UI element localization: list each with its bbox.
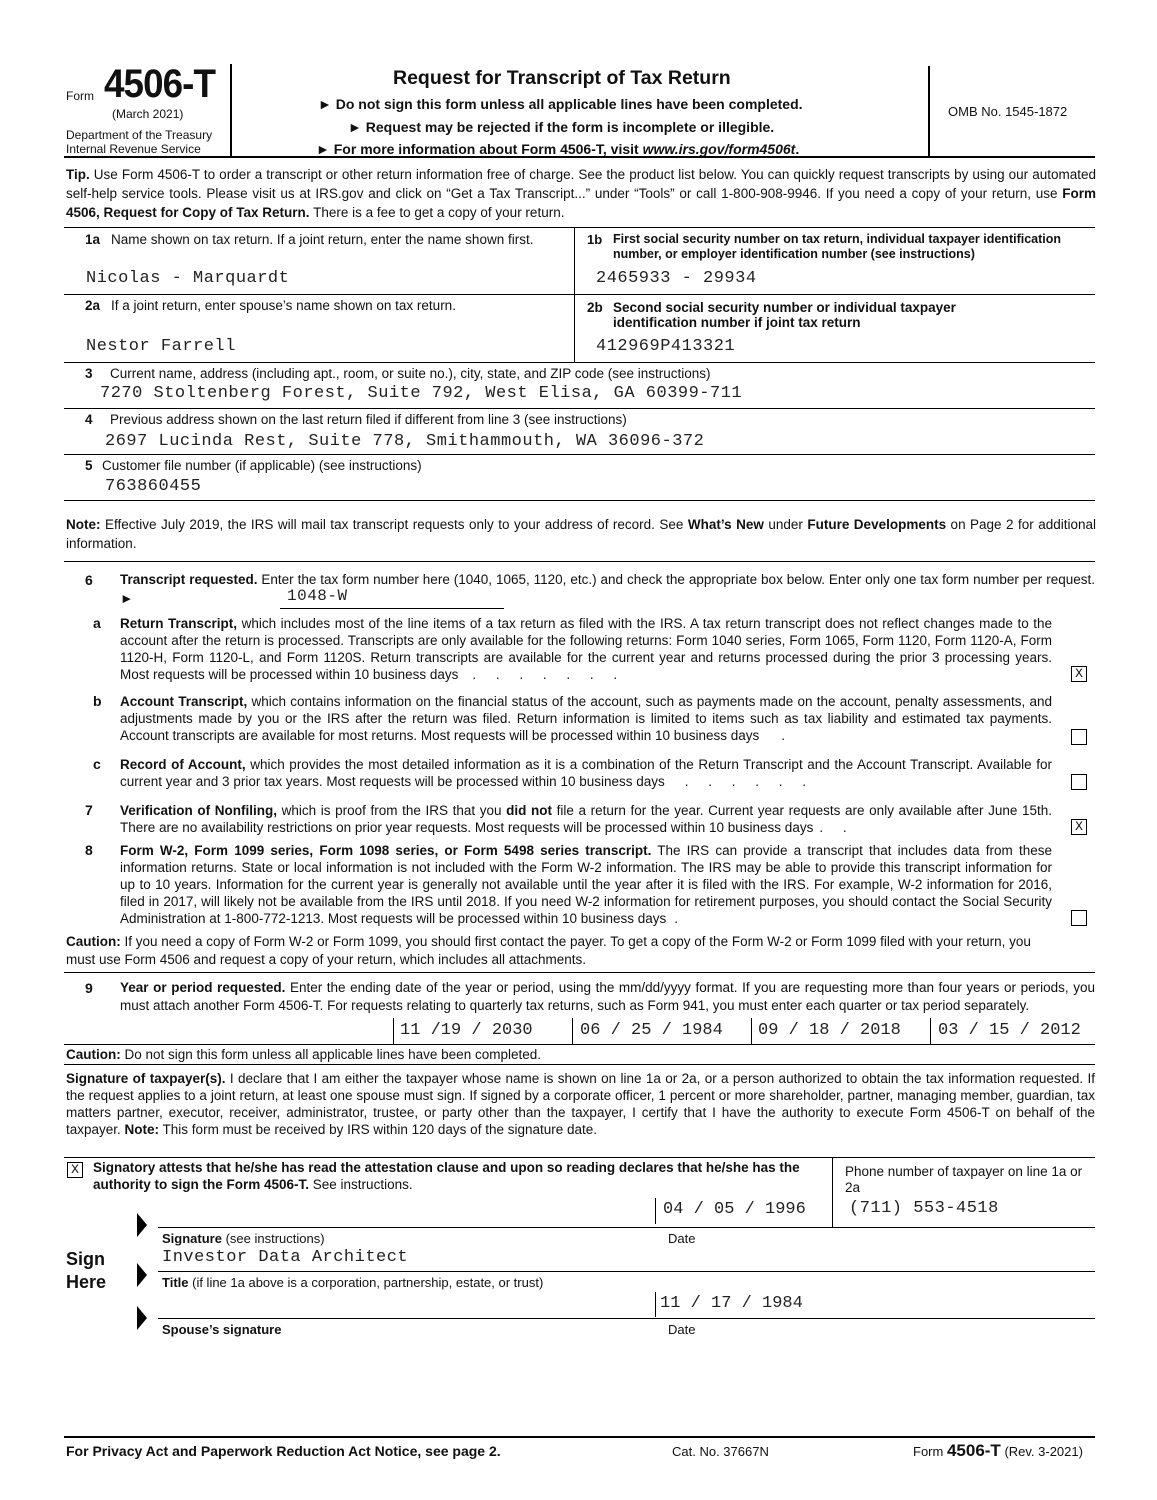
sign-arrow-1 bbox=[137, 1213, 147, 1237]
line-4-address-field[interactable]: 2697 Lucinda Rest, Suite 778, Smithammouth, WA 36096-372 bbox=[105, 432, 705, 451]
phone-label: Phone number of taxpayer on line 1a or 2a bbox=[845, 1164, 1083, 1195]
line-3-label: Current name, address (including apt., room, or suite no.), city, state, and ZIP code (see instructions) bbox=[110, 366, 711, 381]
line-2a-spouse-name-field[interactable]: Nestor Farrell bbox=[86, 337, 236, 356]
signature-date-label: Date bbox=[668, 1231, 696, 1246]
line-9-period-2-field[interactable]: 06 / 25 / 1984 bbox=[580, 1021, 723, 1040]
line-1a-name-field[interactable]: Nicolas - Marquardt bbox=[86, 269, 290, 288]
line-7-text: Verification of Nonfiling, which is proof from the IRS that you did not file a return for the year. Current year requests are only available after June 15th. There are no availability restrictions on prior year requests. Most requests will be processed within 10 business days . . bbox=[120, 803, 1053, 835]
signature-label: Signature (see instructions) bbox=[162, 1231, 325, 1246]
phone-number-field[interactable]: (711) 553-4518 bbox=[849, 1199, 999, 1218]
attestation-text: Signatory attests that he/she has read the attestation clause and upon so reading declares that he/she has the authority to sign the Form 4506-T. See instructions. bbox=[93, 1160, 800, 1192]
title-field[interactable]: Investor Data Architect bbox=[162, 1248, 409, 1267]
line-6c-record-of-account-checkbox[interactable] bbox=[1071, 774, 1087, 790]
line-1b-ssn-field[interactable]: 2465933 - 29934 bbox=[596, 269, 757, 288]
title-label: Title (if line 1a above is a corporation, partnership, estate, or trust) bbox=[162, 1275, 544, 1290]
line-1a-label: Name shown on tax return. If a joint return, enter the name shown first. bbox=[111, 232, 534, 247]
line-5-file-number-field[interactable]: 763860455 bbox=[105, 477, 202, 496]
signature-date-field[interactable]: 04 / 05 / 1996 bbox=[663, 1200, 806, 1219]
spouse-date-label: Date bbox=[668, 1322, 696, 1337]
omb-number: OMB No. 1545-1872 bbox=[948, 104, 1068, 119]
line-5-label: Customer file number (if applicable) (see instructions) bbox=[102, 458, 422, 473]
line-6b-text: Account Transcript, which contains information on the financial status of the account, such as payments made on the account, penalty assessments, and adjustments made by you or the IRS after the return was filed. Return information is limited to items such as tax liability and estimated tax payments. Account transcripts are available for most returns. Most requests will be processed within 10 business days . bbox=[120, 694, 1052, 743]
line-6c-text: Record of Account, which provides the most detailed information as it is a combination of the Return Transcript and the Account Transcript. Available for current year and 3 prior tax years. Most requests will be processed within 10 business days . . . . . . bbox=[120, 757, 1052, 789]
agency-name: Internal Revenue Service bbox=[66, 142, 201, 156]
header-instruction-3: ► For more information about Form 4506-T, visit www.irs.gov/form4506t. bbox=[316, 141, 800, 157]
header-instruction-1: ► Do not sign this form unless all applicable lines have been completed. bbox=[318, 96, 803, 112]
dept-name: Department of the Treasury bbox=[66, 128, 213, 142]
line-4-label: Previous address shown on the last return filed if different from line 3 (see instructions) bbox=[110, 412, 627, 427]
form-word: Form bbox=[66, 89, 94, 103]
caution-w2-paragraph: Caution: If you need a copy of Form W-2 or Form 1099, you should first contact the payer. To get a copy of the Form W-2 or Form 1099 filed with your return, you must use Form 4506 and request a copy of your return, which includes all attachments. bbox=[66, 934, 1031, 967]
catalog-number: Cat. No. 37667N bbox=[672, 1444, 769, 1459]
line-9-period-4-field[interactable]: 03 / 15 / 2012 bbox=[938, 1021, 1081, 1040]
line-9-period-1-field[interactable]: 11 /19 / 2030 bbox=[400, 1021, 533, 1040]
caution-sign-paragraph: Caution: Do not sign this form unless all applicable lines have been completed. bbox=[66, 1047, 541, 1062]
form-date: (March 2021) bbox=[112, 107, 184, 121]
sign-arrow-2 bbox=[137, 1263, 147, 1287]
spouse-signature-label: Spouse’s signature bbox=[162, 1322, 282, 1337]
attestation-checkbox[interactable]: X bbox=[67, 1162, 83, 1178]
line-6b-account-transcript-checkbox[interactable] bbox=[1071, 729, 1087, 745]
header-instruction-2: ► Request may be rejected if the form is incomplete or illegible. bbox=[348, 119, 775, 135]
note-paragraph: Note: Effective July 2019, the IRS will mail tax transcript requests only to your address of record. See What’s New under Future Developments on Page 2 for additional information. bbox=[66, 517, 1097, 551]
line-2b-ssn-field[interactable]: 412969P413321 bbox=[596, 337, 736, 356]
privacy-notice: For Privacy Act and Paperwork Reduction Act Notice, see page 2. bbox=[66, 1443, 501, 1459]
line-2a-label: If a joint return, enter spouse’s name shown on tax return. bbox=[111, 298, 456, 313]
line-2b-label: Second social security number or individual taxpayer identification number if joint tax return bbox=[613, 300, 956, 330]
line-8-text: Form W-2, Form 1099 series, Form 1098 series, or Form 5498 series transcript. The IRS can provide a transcript that includes data from these information returns. State or local information is not included with the Form W-2 information. The IRS may be able to provide this transcript information for up to 10 years. Information for the current year is generally not available until the year after it is filed with the IRS. For example, W-2 information for 2016, filed in 2017, will likely not be available from the IRS until 2018. If you need W-2 information for retirement purposes, you should contact the Social Security Administration at 1-800-772-1213. Most requests will be processed within 10 business days . bbox=[120, 843, 1052, 926]
form-number: 4506-T bbox=[104, 62, 216, 106]
line-7-nonfiling-checkbox[interactable]: X bbox=[1071, 819, 1087, 835]
line-9-text: Year or period requested. Enter the ending date of the year or period, using the mm/dd/yyyy format. If you are requesting more than four years or periods, you must attach another Form 4506-T. For requests relating to quarterly tax returns, such as Form 941, you must enter each quarter or tax period separately. bbox=[120, 980, 1096, 1013]
line-6-text: Transcript requested. Enter the tax form number here (1040, 1065, 1120, etc.) and check the appropriate box below. Enter only one tax form number per request. ► bbox=[120, 572, 1095, 606]
line-3-address-field[interactable]: 7270 Stoltenberg Forest, Suite 792, West Elisa, GA 60399-711 bbox=[100, 384, 743, 403]
line-6a-text: Return Transcript, which includes most of the line items of a tax return as filed with the IRS. A tax return transcript does not reflect changes made to the account after the return is processed. Transcripts are only available for the following returns: Form 1040 series, Form 1065, Form 1120, Form 1120-A, Form 1120-H, Form 1120-L, and Form 1120S. Return transcripts are available for the current year and returns processed during the prior 3 processing years. Most requests will be processed within 10 business days . . . . . . . bbox=[120, 616, 1052, 682]
line-6a-return-transcript-checkbox[interactable]: X bbox=[1071, 666, 1087, 682]
signature-declaration: Signature of taxpayer(s). I declare that I am either the taxpayer whose name is shown on line 1a or 2a, or a person authorized to obtain the tax information requested. If the request applies to a joint return, at least one spouse must sign. If signed by a corporate officer, 1 percent or more shareholder, partner, managing member, guardian, tax matters partner, executor, receiver, administrator, trustee, or party other than the taxpayer, I certify that I have the authority to execute Form 4506-T on behalf of the taxpayer. Note: This form must be received by IRS within 120 days of the signature date. bbox=[66, 1071, 1096, 1137]
line-9-period-3-field[interactable]: 09 / 18 / 2018 bbox=[758, 1021, 901, 1040]
spouse-date-field[interactable]: 11 / 17 / 1984 bbox=[660, 1294, 803, 1313]
line-6-tax-form-field[interactable]: 1048-W bbox=[287, 587, 348, 605]
form-title: Request for Transcript of Tax Return bbox=[393, 67, 731, 89]
footer-form-id: Form 4506-T (Rev. 3-2021) bbox=[913, 1441, 1083, 1460]
line-1b-label: First social security number on tax return, individual taxpayer identification number, or employer identification number (see instructions) bbox=[613, 232, 1062, 261]
irs-url-link[interactable]: www.irs.gov/form4506t bbox=[642, 141, 796, 157]
sign-arrow-3 bbox=[137, 1306, 147, 1330]
here-word: Here bbox=[66, 1272, 107, 1292]
tip-paragraph: Tip. Use Form 4506-T to order a transcript or other return information free of charge. See the product list below. You can quickly request transcripts by using our automated self-help service tools. Please visit us at IRS.gov and click on “Get a Tax Transcript...” under “Tools” or call 1-800-908-9946. If you need a copy of your return, use Form 4506, Request for Copy of Tax Return. There is a fee to get a copy of your return. bbox=[66, 167, 1096, 220]
line-8-w2-transcript-checkbox[interactable] bbox=[1071, 910, 1087, 926]
sign-word: Sign bbox=[66, 1249, 105, 1269]
